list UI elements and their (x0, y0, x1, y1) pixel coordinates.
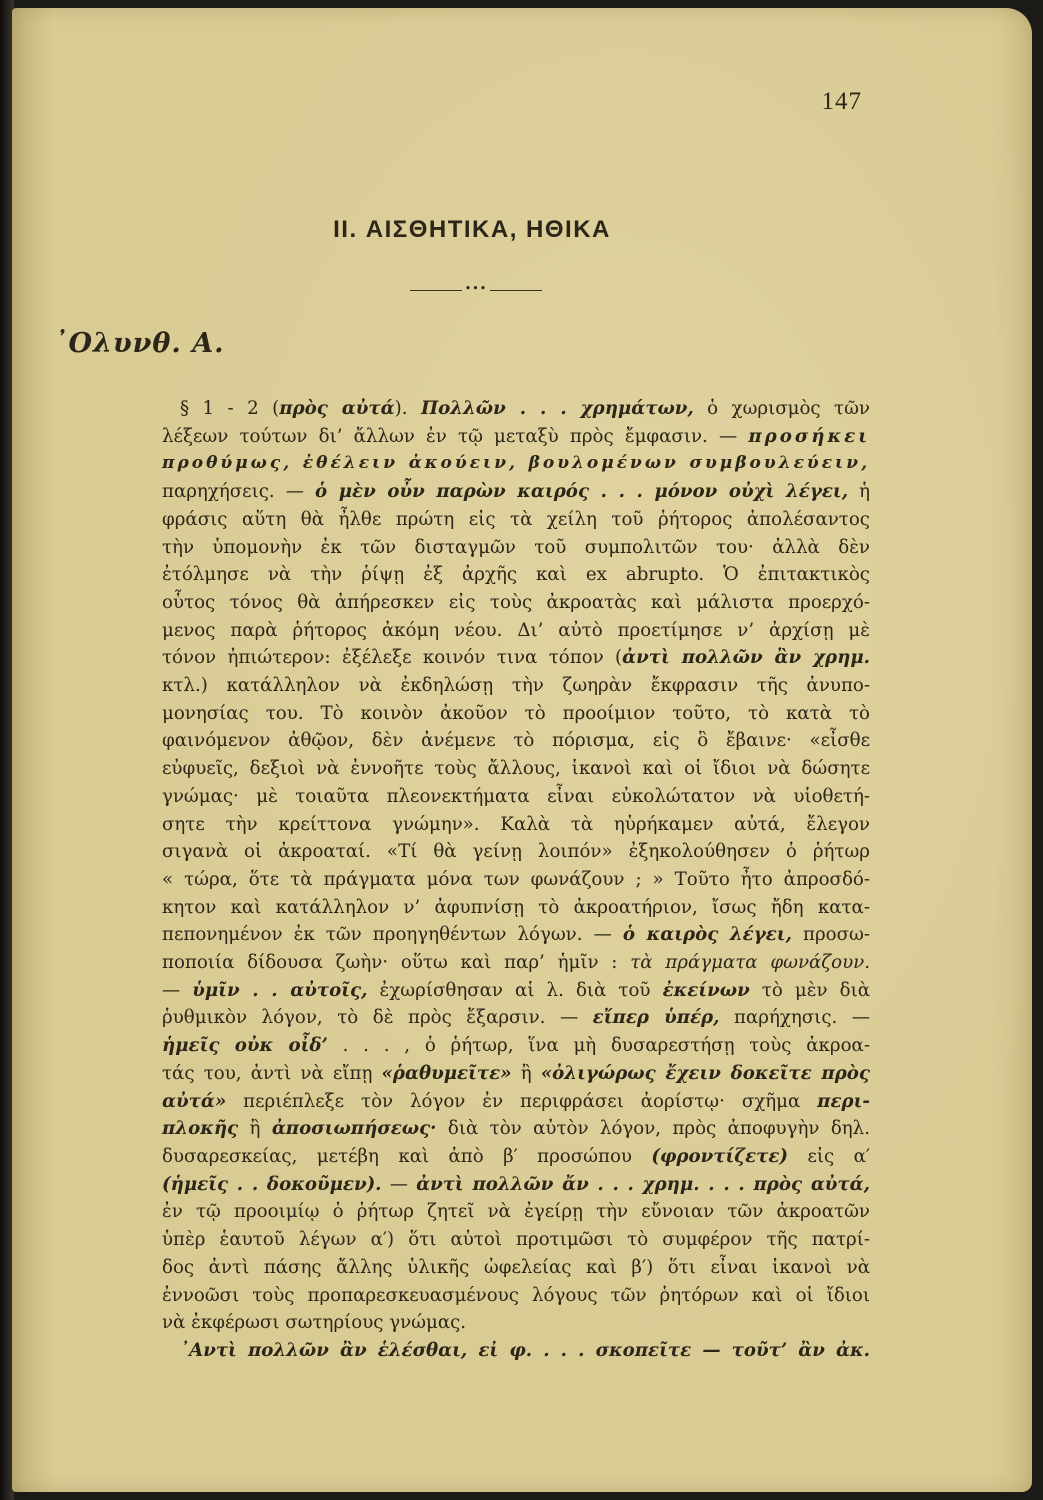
text-line (162, 921, 870, 949)
text-run: ἡ (848, 481, 870, 503)
text-run: ). (394, 398, 421, 419)
lemma: «ὀλιγώρως ἔχειν δοκεῖτε πρὸς (540, 1062, 870, 1084)
text-run: . . . , ὁ ῥήτωρ, ἵνα μὴ δυσαρεστήσῃ τοὺς ἀκροα- (327, 1035, 870, 1057)
text-line (162, 1115, 870, 1143)
book-page (12, 8, 1032, 1492)
chapter-title: II. ΑΙΣΘΗΤΙΚΑ, ΗΘΙΚΑ (333, 216, 611, 243)
text-line: τὴν ὑπομονὴν ἐκ τῶν δισταγμῶν τοῦ συμπολιτῶν του· ἀλλὰ δὲν (162, 536, 870, 558)
lemma: εἴπερ ὑπέρ, (592, 1007, 720, 1029)
lemma: ὁ μὲν οὖν παρὼν καιρός . . . μόνον οὐχὶ λέγει, (315, 481, 849, 503)
text-line: δος ἀντὶ πάσης ἄλλης ὑλικῆς ὠφελείας καὶ β′) ὅτι εἶναι ἱκανοὶ νὰ (162, 1256, 870, 1278)
lemma: ἀντὶ πολλῶν ἂν χρημ. (622, 647, 870, 669)
lemma: προθύμως, ἐθέλειν ἀκούειν, βουλομένων συμβουλεύειν, (162, 453, 870, 474)
text-line (162, 1004, 870, 1032)
text-run: περιέπλεξε τὸν λόγον ἐν περιφράσει ἀορίστῳ· σχῆμα (226, 1090, 818, 1112)
lemma: ὁ καιρὸς λέγει, (622, 924, 792, 946)
divider-line-left (410, 290, 462, 291)
lemma: Πολλῶν . . . χρημάτων, (420, 398, 694, 419)
text-run: ῥυθμικὸν λόγον, τὸ δὲ πρὸς ἔξαρσιν. — (162, 1007, 593, 1029)
text-line: φράσις αὕτη θὰ ἦλθε πρώτη εἰς τὰ χείλη τοῦ ῥήτορος ἀπολέσαντος (162, 508, 870, 530)
section-heading: ᾿Ολυνθ. Α. (54, 328, 225, 359)
text-line (162, 1032, 870, 1060)
text-line (162, 644, 870, 672)
text-run: τόνον ἠπιώτερον: ἐξέλεξε κοινόν τινα τόπον ( (162, 647, 623, 669)
text-run: λέξεων τούτων δι’ ἄλλων ἐν τῷ μεταξὺ πρὸς ἔμφασιν. — (162, 425, 749, 447)
text-line (162, 423, 870, 451)
text-run: δυσαρεσκείας, μετέβη καὶ ἀπὸ β′ προσώπου (162, 1145, 652, 1167)
text-line: μενος παρὰ ῥήτορος ἀκόμη νέου. Δι’ αὐτὸ προετίμησε ν’ ἀρχίσῃ μὲ (162, 619, 870, 641)
text-run: — (381, 1173, 417, 1195)
text-line (162, 1088, 870, 1116)
text-line: φαινόμενον ἀθῷον, δὲν ἀνέμενε τὸ πόρισμα, εἰς ὃ ἔβαινε· «εἶσθε (162, 730, 870, 752)
text-run: εἰς α′ (788, 1145, 870, 1167)
text-run: παρηχήσεις. — (162, 481, 315, 503)
text-run: τάς του, ἀντὶ νὰ εἴπῃ (162, 1062, 382, 1084)
text-line: γνώμας· μὲ τοιαῦτα πλεονεκτήματα εἶναι εὐκολώτατον νὰ υἱοθετή- (162, 785, 870, 807)
text-line (162, 1143, 870, 1171)
text-line: οὗτος τόνος θὰ ἀπήρεσκεν εἰς τοὺς ἀκροατὰς καὶ μάλιστα προερχό- (162, 591, 870, 613)
page-number: 147 (821, 88, 862, 115)
lemma: ὑμῖν . . αὐτοῖς, (192, 979, 368, 1001)
divider-ornament: ••• (464, 282, 488, 295)
lemma: προσήκει (748, 425, 870, 447)
text-line (162, 977, 870, 1005)
text-run: — (162, 979, 193, 1001)
text-line: ὑπὲρ ἑαυτοῦ λέγων α′) ὅτι αὐτοὶ προτιμῶσι τὸ συμφέρον τῆς πατρί- (162, 1229, 870, 1251)
text-run: προσω- (791, 924, 871, 946)
lemma: (ἡμεῖς . . δοκοῦμεν). (162, 1173, 382, 1195)
lemma: ἡμεῖς οὐκ οἶδ’ (162, 1035, 328, 1057)
divider-line-right (490, 290, 542, 291)
text-line: μονησίας του. Τὸ κοινὸν ἀκοῦον τὸ προοίμιον τοῦτο, τὸ κατὰ τὸ (162, 702, 870, 724)
text-line: κητον καὶ κατάλληλον ν’ ἀφυπνίσῃ τὸ ἀκροατήριον, ἴσως ἤδη κατα- (162, 896, 870, 918)
text-line (162, 1060, 870, 1088)
text-line: σιγανὰ οἱ ἀκροαταί. «Τί θὰ γείνῃ λοιπόν» ἐξηκολούθησεν ὁ ῥήτωρ (162, 841, 870, 863)
italic-example: τὰ πράγματα φωνάζουν. (630, 952, 870, 974)
text-run: παρήχησις. — (719, 1007, 870, 1029)
text-line (162, 672, 870, 700)
lemma: ἀντὶ πολλῶν ἄν . . . χρημ. . . . πρὸς αὐτά, (416, 1173, 870, 1195)
text-line: νὰ ἐκφέρωσι σωτηρίους γνώμας. (162, 1312, 467, 1334)
text-line: ἐτόλμησε νὰ τὴν ῥίψῃ ἐξ ἀρχῆς καὶ ex abrupto. Ὁ ἐπιτακτικὸς (162, 564, 870, 586)
text-run: ἢ (238, 1118, 272, 1140)
lemma: αὐτά» (162, 1090, 227, 1112)
text-line: εὐφυεῖς, δεξιοὶ νὰ ἐννοῆτε τοὺς ἄλλους, ἱκανοὶ καὶ οἱ ἴδιοι νὰ δώσητε (162, 758, 870, 780)
text-line (162, 1337, 870, 1365)
lemma: (φροντίζετε) (651, 1145, 789, 1167)
text-line: σητε τὴν κρείττονα γνώμην». Καλὰ τὰ ηὑρήκαμεν αὐτά, ἔλεγον (162, 813, 870, 835)
text-run: πεπονημένον ἐκ τῶν προηγηθέντων λόγων. — (162, 924, 623, 946)
text-line (162, 949, 870, 977)
lemma: πρὸς αὐτά (279, 398, 395, 419)
lemma: ἐκείνων (662, 979, 750, 1001)
text-line: ἐν τῷ προοιμίῳ ὁ ῥήτωρ ζητεῖ νὰ ἐγείρῃ τὴν εὔνοιαν τῶν ἀκροατῶν (162, 1201, 870, 1223)
text-run: ὁ χωρισμὸς τῶν (693, 398, 870, 419)
text-line (162, 1171, 870, 1199)
text-run: ἢ (511, 1062, 541, 1084)
text-line: « τώρα, ὅτε τὰ πράγματα μόνα των φωνάζουν ; » Τοῦτο ἦτο ἀπροσδό- (162, 868, 870, 890)
lemma: περι- (817, 1090, 870, 1112)
text-run: § 1 - 2 ( (180, 398, 280, 419)
lemma: ᾿Αντὶ πολλῶν ἂν ἑλέσθαι, εἰ φ. . . . σκοπεῖτε — τοῦτ’ ἂν ἀκ. (180, 1339, 870, 1361)
text-line (162, 478, 870, 506)
lemma: «ῥαθυμεῖτε» (381, 1062, 512, 1084)
lemma: πλοκῆς (162, 1118, 239, 1140)
text-line: ἐννοῶσι τοὺς προπαρεσκευασμένους λόγους τῶν ῥητόρων καὶ οἱ ἴδιοι (162, 1284, 870, 1306)
ornamental-divider (410, 284, 542, 298)
text-run: διὰ τὸν αὐτὸν λόγον, πρὸς ἀποφυγὴν δηλ. (436, 1118, 870, 1140)
text-run: ποποιία δίδουσα ζωὴν· οὕτω καὶ παρ’ ἡμῖν : (162, 952, 631, 974)
text-run: ) κατάλληλον νὰ ἐκδηλώσῃ τὴν ζωηρὰν ἔκφρασιν τῆς ἀνυπο- (200, 675, 870, 697)
text-run: τὸ μὲν διὰ (749, 979, 870, 1001)
text-run: κτλ. (162, 675, 201, 697)
text-run: ἐχωρίσθησαν αἱ λ. διὰ τοῦ (367, 979, 663, 1001)
commentary-text (162, 395, 870, 1365)
text-line (162, 450, 870, 478)
text-line (162, 395, 870, 423)
lemma: ἀποσιωπήσεως· (271, 1118, 437, 1140)
